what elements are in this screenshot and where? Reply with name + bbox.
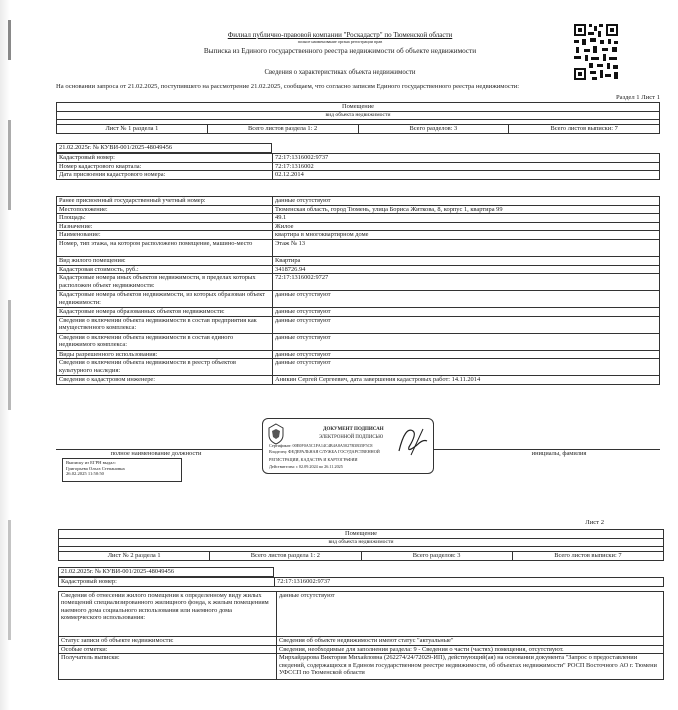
name-caption: инициалы, фамилия [458, 449, 660, 458]
doc-number-table [56, 143, 272, 153]
handwritten-signature-icon [393, 421, 433, 461]
table-row: Кадастровый номер: 72:17:1316002:9737 [59, 578, 664, 587]
table-row: Статус записи об объекте недвижимости: Сведения об объекте недвижимости имеют статус "актуальные" [59, 637, 664, 646]
document-subtitle: Сведения о характеристиках объекта недвижимости [264, 69, 416, 76]
table-row: Кадастровые номера образованных объектов недвижимости: данные отсутствуют [57, 308, 660, 317]
document-number: 21.02.2025г. № КУВИ-001/2025-48049456 [59, 568, 274, 577]
section2-table [58, 591, 664, 680]
document-number: 21.02.2025г. № КУВИ-001/2025-48049456 [57, 144, 272, 153]
extract-sheets-total: Всего листов выписки: 7 [509, 125, 660, 134]
table-row: Номер кадастрового квартала: 72:17:1316002 [57, 162, 660, 171]
section1-header-table [56, 102, 660, 134]
table-row: Наименование: квартира в многоквартирном доме [57, 231, 660, 240]
table-row: Сведения о включении объекта недвижимости в реестр объектов культурного наследия: данные отсутствуют [57, 359, 660, 376]
electronic-signature-stamp: ДОКУМЕНТ ПОДПИСАН ЭЛЕКТРОННОЙ ПОДПИСЬЮ Сертификат: 00E0F0A5C1FA14C4B4A8A5027B3B35F5C8 Владелец: ФЕДЕРАЛЬНАЯ СЛУЖБА ГОСУДАРСТВЕННОЙ РЕГИСТРАЦИИ, КАДАСТРА И КАРТОГРАФИИ Действителен: с 02.09.2024 по 26.11.2025 [262, 418, 434, 474]
object-type-note: вид объекта недвижимости [57, 111, 660, 120]
sheet-number: Лист № 2 раздела 1 [59, 552, 210, 561]
scan-edge-mark [8, 520, 11, 640]
object-type-note: вид объекта недвижимости [59, 538, 664, 547]
issuer-box: Выписку из ЕГРН выдал: Григорьева Ольга Степановна 26.02.2025 11:50:50 [62, 458, 182, 482]
position-caption: полное наименование должности [56, 449, 256, 458]
table-row: Назначение: Жилое [57, 222, 660, 231]
basis-text: На основании запроса от 21.02.2025, поступившего на рассмотрение 21.02.2025, сообщаем, что согласно записям Единого государственного реестра недвижимости: [56, 83, 520, 90]
section2-label: Лист 2 [585, 519, 604, 526]
table-row: Сведения о включении объекта недвижимости в состав единого недвижимого комплекса: данные отсутствуют [57, 333, 660, 350]
doc-number-table [58, 567, 274, 577]
scan-edge-mark [8, 20, 11, 60]
table-row: Получатель выписки: Мирхайдарова Виктория Михайловна (262274/24/72029-ИП), действующий(ая) на основании документа "Запрос о предоставлении сведений, содержащихся в Едином государственном реестре недвижимости, об объектах недвижимости" РОСП Восточного АО г. Тюмени УФССП по Тюменской области [59, 654, 664, 680]
qr-code-icon [572, 22, 620, 82]
section1-label: Раздел 1 Лист 1 [616, 94, 660, 101]
table-row: Ранее присвоенный государственный учетный номер: данные отсутствуют [57, 197, 660, 206]
sheets-total: Всего листов раздела 1: 2 [207, 125, 358, 134]
table-row: Кадастровые номера объектов недвижимости, из которых образован объект недвижимости: данные отсутствуют [57, 291, 660, 308]
cadastral-id-table [56, 153, 660, 180]
table-row: Кадастровая стоимость, руб.: 3418726.94 [57, 265, 660, 274]
scan-edge-mark [8, 300, 11, 410]
sections-total: Всего разделов: 3 [358, 125, 509, 134]
object-type: Помещение [57, 103, 660, 112]
table-row: Номер, тип этажа, на котором расположено помещение, машино-место Этаж № 13 [57, 239, 660, 256]
table-row: Вид жилого помещения: Квартира [57, 256, 660, 265]
table-row: Сведения о включении объекта недвижимости в состав предприятия как имущественного комплекса: данные отсутствуют [57, 316, 660, 333]
sections-total: Всего разделов: 3 [361, 552, 512, 561]
scan-edge-mark [8, 120, 11, 210]
cadastral-id-table [58, 577, 664, 587]
section2-header-table [58, 529, 664, 561]
table-row: Местоположение: Тюменская область, город Тюмень, улица Бориса Житкова, 8, корпус 1, квартира 99 [57, 205, 660, 214]
table-row: Сведения о кадастровом инженере: Аникин Сергей Сергеевич, дата завершения кадастровых работ: 14.11.2014 [57, 376, 660, 385]
table-row: Кадастровые номера иных объектов недвижимости, в пределах которых расположен объект недвижимости: 72:17:1316002:9727 [57, 274, 660, 291]
object-type: Помещение [59, 530, 664, 539]
extract-sheets-total: Всего листов выписки: 7 [512, 552, 663, 561]
org-note: полное наименование органа регистрации прав [297, 39, 383, 44]
document-title: Выписка из Единого государственного реестра недвижимости об объекте недвижимости [203, 47, 477, 55]
org-name: Филиал публично-правовой компании "Роскадастр" по Тюменской области [227, 31, 453, 39]
table-row: Площадь: 49.1 [57, 214, 660, 223]
characteristics-table [56, 196, 660, 385]
coat-of-arms-icon [267, 423, 285, 445]
table-row: Сведения об отнесении жилого помещения к определенному виду жилых помещений специализированного жилищного фонда, к жилым помещениям наемного дома социального использования или наемного дома коммерческого использования: данные отсутствуют [59, 592, 664, 637]
table-row: Особые отметки: Сведения, необходимые для заполнения раздела: 9 - Сведения о части (частях) помещения, отсутствуют. [59, 645, 664, 654]
sheets-total: Всего листов раздела 1: 2 [210, 552, 361, 561]
table-row: Кадастровый номер: 72:17:1316002:9737 [57, 154, 660, 163]
sheet-number: Лист № 1 раздела 1 [57, 125, 208, 134]
table-row: Дата присвоения кадастрового номера: 02.12.2014 [57, 171, 660, 180]
table-row: Виды разрешенного использования: данные отсутствуют [57, 350, 660, 359]
